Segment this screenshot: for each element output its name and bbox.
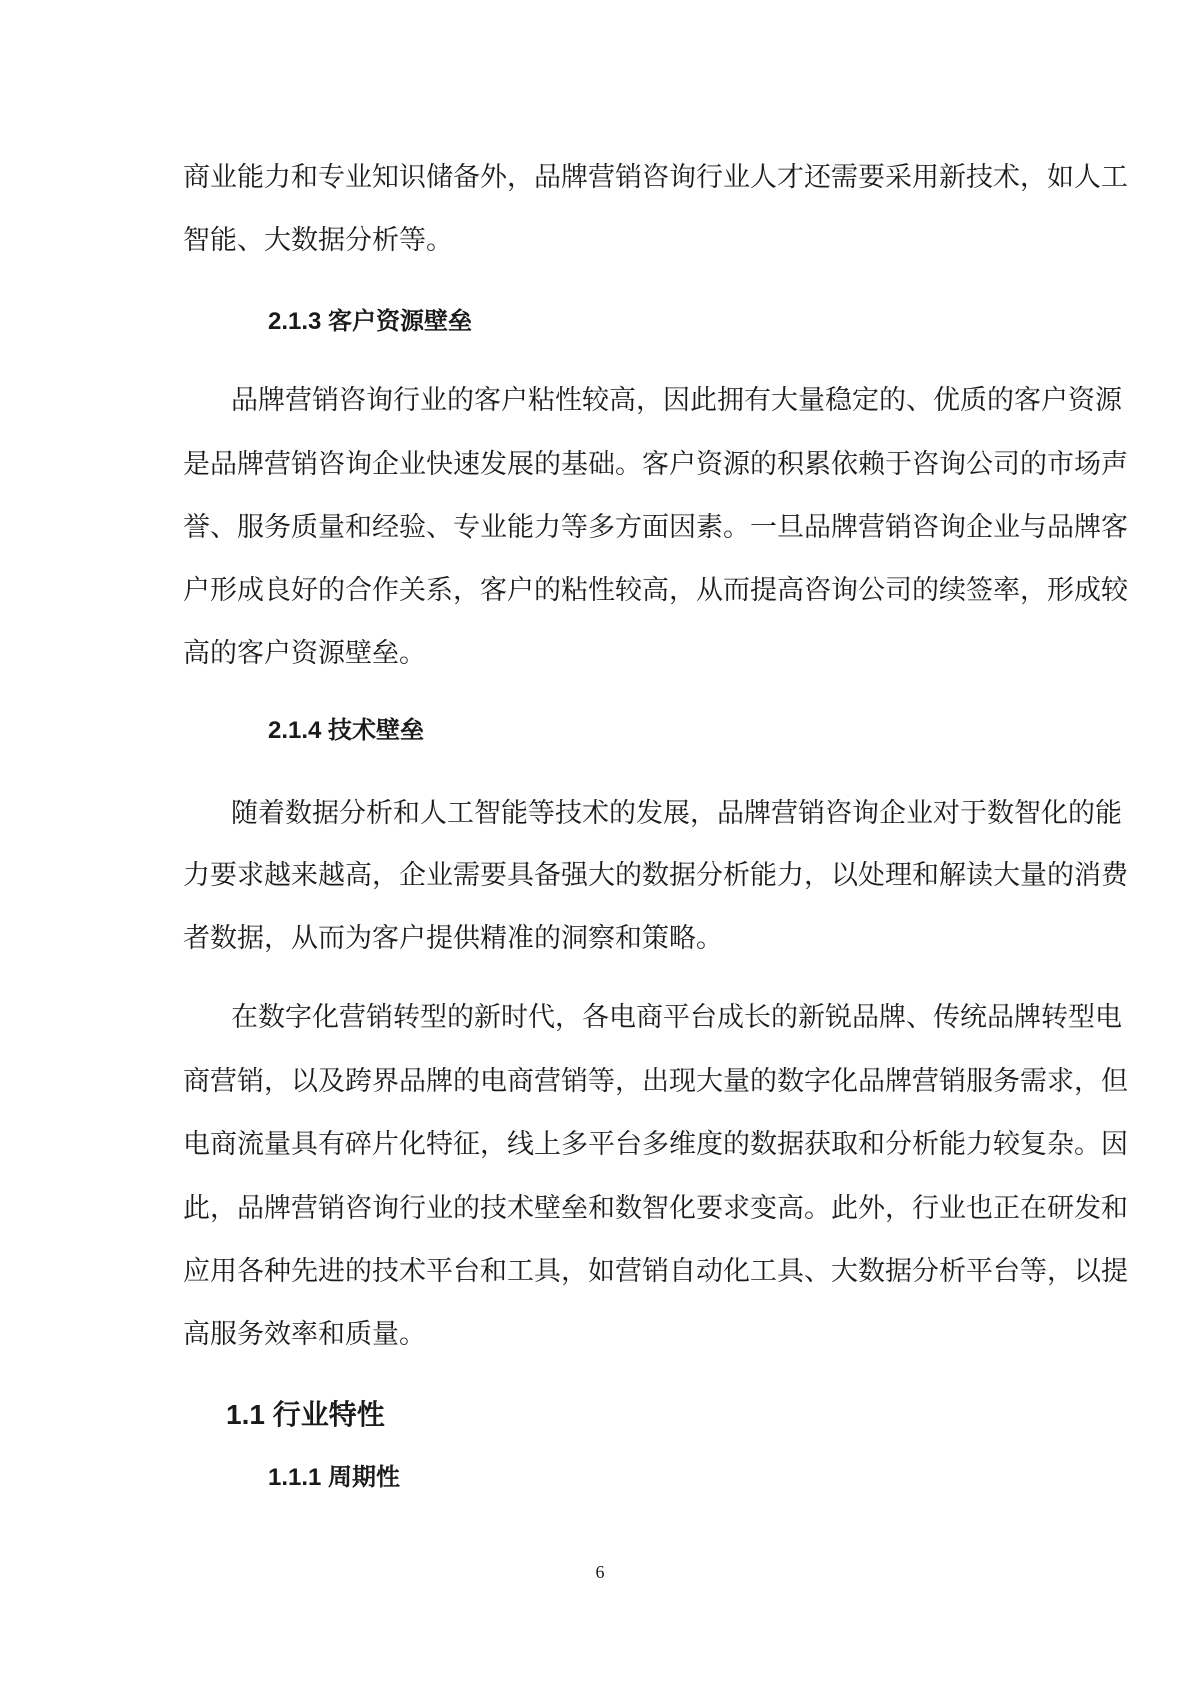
body-text-line: 在数字化营销转型的新时代，各电商平台成长的新锐品牌、传统品牌转型电: [231, 1002, 1122, 1032]
body-text-line: 高服务效率和质量。: [183, 1319, 426, 1349]
section-heading-1-1-1: 1.1.1 周期性: [268, 1464, 401, 1491]
section-heading-2-1-3: 2.1.3 客户资源壁垒: [268, 308, 473, 335]
section-heading-1-1: 1.1 行业特性: [226, 1399, 385, 1430]
body-text-line: 力要求越来越高，企业需要具备强大的数据分析能力，以处理和解读大量的消费: [183, 860, 1128, 890]
body-text-line: 智能、大数据分析等。: [183, 225, 453, 255]
body-text-line: 应用各种先进的技术平台和工具，如营销自动化工具、大数据分析平台等，以提: [183, 1256, 1128, 1286]
body-text-line: 商业能力和专业知识储备外，品牌营销咨询行业人才还需要采用新技术，如人工: [183, 162, 1128, 192]
page-number: 6: [595, 1562, 605, 1582]
body-text-line: 此，品牌营销咨询行业的技术壁垒和数智化要求变高。此外，行业也正在研发和: [183, 1193, 1128, 1223]
body-text-line: 随着数据分析和人工智能等技术的发展，品牌营销咨询企业对于数智化的能: [231, 798, 1122, 828]
body-text-line: 是品牌营销咨询企业快速发展的基础。客户资源的积累依赖于咨询公司的市场声: [183, 449, 1128, 479]
body-text-line: 誉、服务质量和经验、专业能力等多方面因素。一旦品牌营销咨询企业与品牌客: [183, 512, 1128, 542]
body-text-line: 电商流量具有碎片化特征，线上多平台多维度的数据获取和分析能力较复杂。因: [183, 1129, 1128, 1159]
body-text-line: 户形成良好的合作关系，客户的粘性较高，从而提高咨询公司的续签率，形成较: [183, 575, 1128, 605]
section-heading-2-1-4: 2.1.4 技术壁垒: [268, 717, 425, 744]
body-text-line: 商营销，以及跨界品牌的电商营销等，出现大量的数字化品牌营销服务需求，但: [183, 1066, 1128, 1096]
body-text-line: 者数据，从而为客户提供精准的洞察和策略。: [183, 923, 723, 953]
body-text-line: 高的客户资源壁垒。: [183, 638, 426, 668]
body-text-line: 品牌营销咨询行业的客户粘性较高，因此拥有大量稳定的、优质的客户资源: [231, 385, 1122, 415]
